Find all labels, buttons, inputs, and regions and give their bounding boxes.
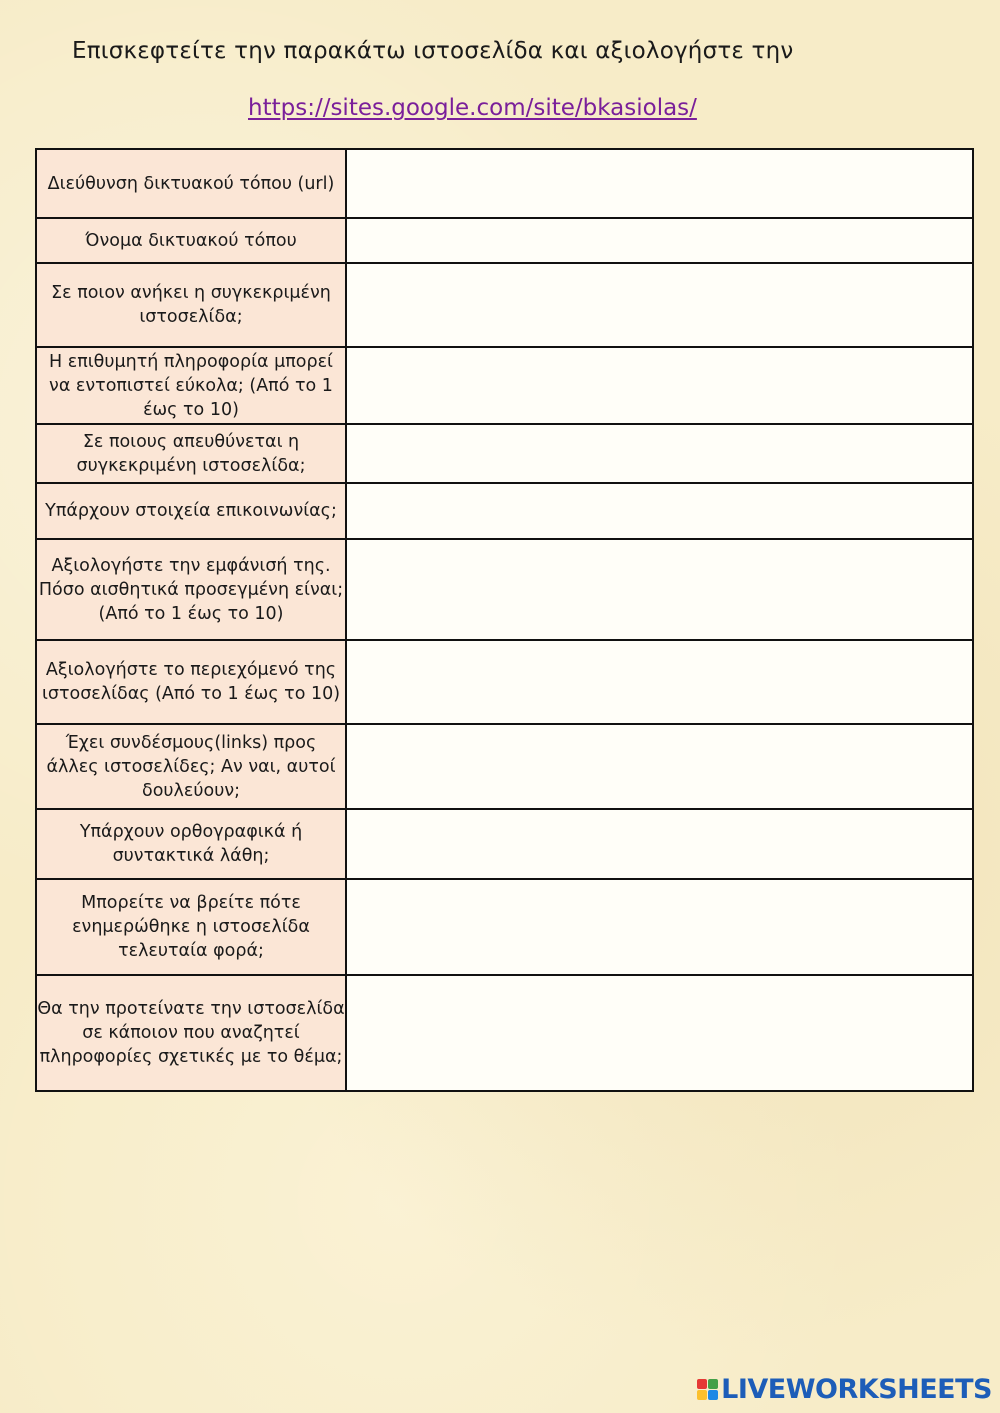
answer-input[interactable] <box>347 757 972 777</box>
liveworksheets-logo <box>697 1374 992 1405</box>
answer-input[interactable] <box>347 444 972 464</box>
question-cell: Σε ποιον ανήκει η συγκεκριμένη ιστοσελίδα; <box>36 263 346 347</box>
answer-input[interactable] <box>347 917 972 937</box>
question-cell: Σε ποιους απευθύνεται η συγκεκριμένη ιστοσελίδα; <box>36 424 346 483</box>
question-cell: Διεύθυνση δικτυακού τόπου (url) <box>36 149 346 218</box>
table-row <box>36 879 973 975</box>
logo-mark-square <box>697 1390 707 1400</box>
logo-mark-square <box>697 1379 707 1389</box>
question-cell: Μπορείτε να βρείτε πότε ενημερώθηκε η ιστοσελίδα τελευταία φορά; <box>36 879 346 975</box>
table-row <box>36 218 973 263</box>
answer-cell <box>346 347 973 424</box>
question-cell: Υπάρχουν ορθογραφικά ή συντακτικά λάθη; <box>36 809 346 879</box>
answer-cell <box>346 263 973 347</box>
question-cell: Αξιολογήστε την εμφάνισή της. Πόσο αισθητικά προσεγμένη είναι; (Από το 1 έως το 10) <box>36 539 346 640</box>
question-cell: Υπάρχουν στοιχεία επικοινωνίας; <box>36 483 346 539</box>
table-row <box>36 809 973 879</box>
table-row <box>36 975 973 1091</box>
answer-cell <box>346 640 973 724</box>
answer-cell <box>346 149 973 218</box>
answer-input[interactable] <box>347 672 972 692</box>
table-row <box>36 640 973 724</box>
answer-cell <box>346 483 973 539</box>
answer-input[interactable] <box>347 501 972 521</box>
answer-cell <box>346 724 973 809</box>
question-cell: Θα την προτείνατε την ιστοσελίδα σε κάποιον που αναζητεί πληροφορίες σχετικές με το θέμα; <box>36 975 346 1091</box>
instruction-text: Επισκεφτείτε την παρακάτω ιστοσελίδα και αξιολογήστε την <box>72 38 794 64</box>
logo-mark-icon <box>697 1379 718 1400</box>
table-row <box>36 347 973 424</box>
site-link[interactable]: https://sites.google.com/site/bkasiolas/ <box>248 95 697 121</box>
answer-cell <box>346 809 973 879</box>
table-row <box>36 539 973 640</box>
answer-input[interactable] <box>347 834 972 854</box>
logo-mark-square <box>708 1379 718 1389</box>
evaluation-table <box>35 148 974 1092</box>
table-row <box>36 724 973 809</box>
answer-input[interactable] <box>347 231 972 251</box>
answer-cell <box>346 424 973 483</box>
question-cell: Έχει συνδέσμους(links) προς άλλες ιστοσελίδες; Αν ναι, αυτοί δουλεύουν; <box>36 724 346 809</box>
answer-cell <box>346 218 973 263</box>
question-cell: Η επιθυμητή πληροφορία μπορεί να εντοπιστεί εύκολα; (Από το 1 έως το 10) <box>36 347 346 424</box>
table-row <box>36 263 973 347</box>
answer-cell <box>346 879 973 975</box>
answer-input[interactable] <box>347 174 972 194</box>
logo-mark-square <box>708 1390 718 1400</box>
table-row <box>36 149 973 218</box>
table-row <box>36 483 973 539</box>
answer-cell <box>346 539 973 640</box>
answer-input[interactable] <box>347 580 972 600</box>
question-cell: Όνομα δικτυακού τόπου <box>36 218 346 263</box>
logo-text: LIVEWORKSHEETS <box>721 1374 992 1405</box>
answer-cell <box>346 975 973 1091</box>
answer-input[interactable] <box>347 376 972 396</box>
answer-input[interactable] <box>347 295 972 315</box>
question-cell: Αξιολογήστε το περιεχόμενό της ιστοσελίδας (Από το 1 έως το 10) <box>36 640 346 724</box>
answer-input[interactable] <box>347 1023 972 1043</box>
table-row <box>36 424 973 483</box>
